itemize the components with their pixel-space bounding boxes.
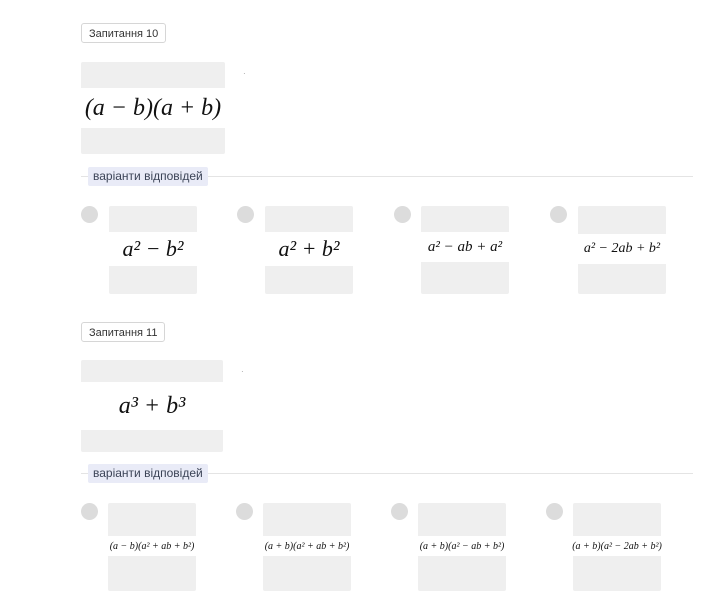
option-formula: (a − b)(a² + ab + b²) (108, 536, 196, 556)
answer-option-1[interactable] (109, 206, 197, 294)
answers-section-header (81, 464, 693, 484)
answer-option-4[interactable] (573, 503, 661, 591)
option-formula: (a + b)(a² − 2ab + b²) (573, 536, 661, 556)
option-formula: (a + b)(a² − ab + b²) (418, 536, 506, 556)
answers-label: варіанти відповідей (88, 464, 208, 483)
question-formula: a³ + b³ (81, 382, 223, 430)
answer-radio-2[interactable] (236, 503, 253, 520)
option-formula: a² − 2ab + b² (578, 234, 666, 264)
question-formula: (a − b)(a + b) (81, 88, 225, 128)
option-formula: a² + b² (265, 232, 353, 266)
option-formula: a² − b² (109, 232, 197, 266)
question-image (81, 360, 223, 452)
answer-radio-2[interactable] (237, 206, 254, 223)
answer-option-3[interactable] (421, 206, 509, 294)
answer-option-1[interactable] (108, 503, 196, 591)
question-image (81, 62, 225, 154)
answer-radio-1[interactable] (81, 503, 98, 520)
answer-radio-4[interactable] (550, 206, 567, 223)
answer-option-2[interactable] (265, 206, 353, 294)
option-formula: a² − ab + a² (421, 232, 509, 262)
dot-mark: · (241, 367, 244, 376)
answer-option-3[interactable] (418, 503, 506, 591)
answer-option-4[interactable] (578, 206, 666, 294)
answer-radio-3[interactable] (394, 206, 411, 223)
answers-label: варіанти відповідей (88, 167, 208, 186)
answers-section-header (81, 167, 693, 187)
dot-mark: · (243, 69, 246, 78)
option-formula: (a + b)(a² + ab + b²) (263, 536, 351, 556)
answer-radio-3[interactable] (391, 503, 408, 520)
question-badge: Запитання 10 (81, 23, 166, 43)
answer-option-2[interactable] (263, 503, 351, 591)
question-badge: Запитання 11 (81, 322, 165, 342)
answer-radio-1[interactable] (81, 206, 98, 223)
answer-radio-4[interactable] (546, 503, 563, 520)
